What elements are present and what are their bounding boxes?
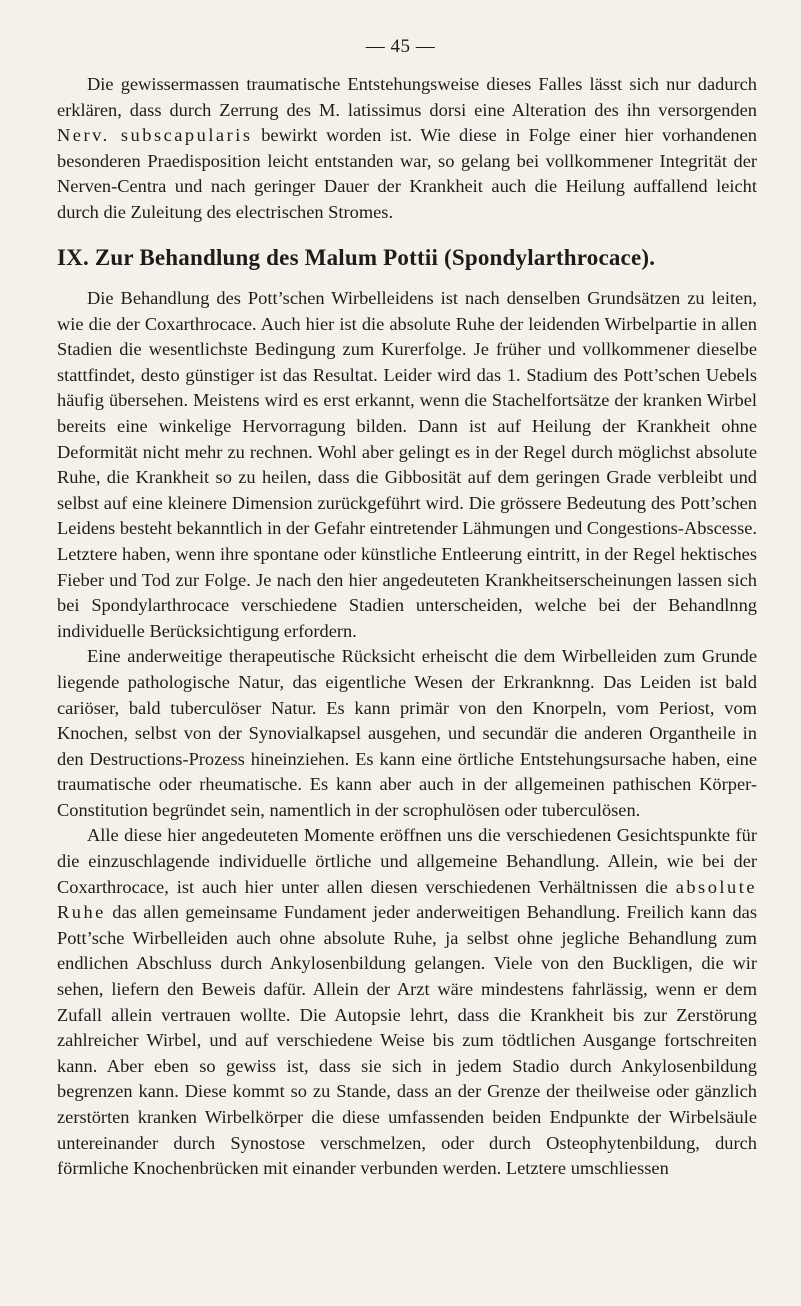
page-number: — 45 — — [365, 36, 436, 57]
section-body — [57, 286, 757, 1182]
intro-paragraph — [57, 72, 757, 226]
paragraph — [57, 72, 757, 226]
paragraph — [57, 823, 757, 1181]
paragraph-text: Alle diese hier angedeuteten Momente eröffnen uns die verschiedenen Gesichtspunkte für die einzuschlagende individuelle örtliche und allgemeine Behandlung. Allein, wie bei der Coxarthrocace, ist auch hier unter allen diesen verschiedenen Verhältnissen die — [57, 825, 757, 897]
section-heading: IX. Zur Behandlung des Malum Pottii (Spondylarthrocace). — [57, 245, 656, 270]
paragraph: Eine anderweitige therapeutische Rücksicht erheischt die dem Wirbelleiden zum Grunde liegende pathologische Natur, das eigentliche Wesen der Erkranknng. Das Leiden ist bald cariöser, bald tuberculöser Natur. Es kann primär von den Knorpeln, vom Periost, vom Knochen, selbst von der Synovialkapsel ausgehen, und secundär die anderen Organtheile in den Destructions-Prozess hineinziehen. Es kann eine örtliche Entstehungsursache haben, eine traumatische oder rheumatische. Es kann aber auch in der allgemeinen pathischen Körper-Constitution begründet sein, namentlich in der scrophulösen oder tuberculösen. — [57, 646, 757, 820]
paragraph-text: das allen gemeinsame Fundament jeder anderweitigen Behandlung. Freilich kann das Pott’sche Wirbelleiden auch ohne absolute Ruhe, ja selbst ohne jegliche Behandlung zum endlichen Abschluss durch Ankylosenbildung gelangen. Viele von den Buckligen, die wir sehen, liefern den Beweis dafür. Allein der Arzt wäre mindestens fahrlässig, wenn er dem Zufall allein vertrauen wollte. Die Autopsie lehrt, dass die Krankheit bis zur Zerstörung zahlreicher Wirbel, und auf verschiedene Weise bis zum tödtlichen Ausgange fortschreiten kann. Aber eben so gewiss ist, dass sie sich in jedem Stadio durch Ankylosenbildung begrenzen kann. Diese kommt so zu Stande, dass an der Grenze der theilweise oder gänzlich zerstörten kranken Wirbelkörper die diese umfassenden beiden Endpunkte der Wirbelsäule untereinander durch Synostose verschmelzen, oder durch Osteophytenbildung, durch förmliche Knochenbrücken mit einander verbunden werden. Letztere umschliessen — [57, 902, 757, 1179]
paragraph-text: Die gewissermassen traumatische Entstehungsweise dieses Falles lässt sich nur dadurch erklären, dass durch Zerrung des M. latissimus dorsi eine Alteration des ihn versorgenden — [57, 74, 757, 120]
paragraph: Die Behandlung des Pott’schen Wirbelleidens ist nach denselben Grundsätzen zu leiten, wie die der Coxarthrocace. Auch hier ist die absolute Ruhe der leidenden Wirbelpartie in allen Stadien die wesentlichste Bedingung zum Kurerfolge. Je früher und vollkommener dieselbe stattfindet, desto günstiger ist das Resultat. Leider wird das 1. Stadium des Pott’schen Uebels häufig übersehen. Meistens wird es erst erkannt, wenn die Stachelfortsätze der kranken Wirbel bereits eine winkelige Hervorragung bilden. Dann ist auf Heilung der Krankheit ohne Deformität nicht mehr zu rechnen. Wohl aber gelingt es in der Regel durch möglichst absolute Ruhe, die Krankheit so zu heilen, dass die Gibbosität auf dem geringen Grade verbleibt und selbst auf eine kleinere Dimension zurückgeführt wird. Die grössere Bedeutung des Pott’schen Leidens besteht bekanntlich in der Gefahr eintretender Lähmungen und Congestions-Abscesse. Letztere haben, wenn ihre spontane oder künstliche Entleerung eintritt, in der Regel hektisches Fieber und Tod zur Folge. Je nach den hier angedeuteten Krankheitserscheinungen lassen sich bei Spondylarthrocace verschiedene Stadien unterscheiden, welche bei der Behandlnng individuelle Berücksichtigung erfordern. — [57, 288, 757, 641]
emphasized-term: absolute Ruhe — [57, 876, 757, 923]
emphasized-term: Nerv. subscapularis — [57, 125, 253, 146]
paragraph-text: bewirkt worden ist. Wie diese in Folge einer hier vorhandenen besonderen Praedisposition leicht entstanden war, so gelang bei vollkommener Integrität der Nerven-Centra und nach geringer Dauer der Krankheit auch die Heilung auffallend leicht durch die Zuleitung des electrischen Stromes. — [57, 125, 757, 222]
